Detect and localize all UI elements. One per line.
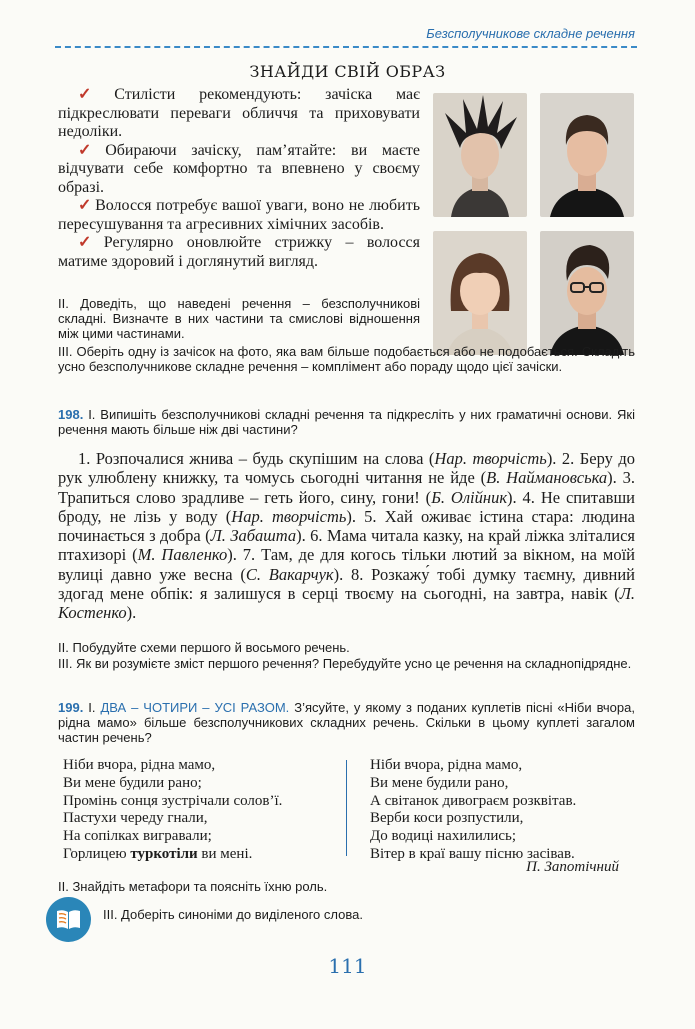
checkmark-icon: ✓	[78, 141, 103, 159]
sentence-text: ). 5. Хай оживає істина стара: людина починається з добра (	[58, 506, 635, 546]
tip-item: ✓ Регулярно оновлюйте стрижку – волосся матиме здоровий і доглянутий вигляд.	[58, 234, 421, 270]
exercise-number: 199.	[58, 700, 84, 715]
tip-item: ✓ Волосся потребує вашої уваги, воно не любить пересушування та агресивних хімічних засобів.	[58, 197, 421, 233]
poem-left	[63, 757, 282, 864]
poem-line: На сопілках вигравали;	[63, 828, 212, 845]
poem-divider	[346, 760, 347, 856]
exercise-198-task-ii: II. Побудуйте схеми першого й восьмого речень.	[58, 640, 350, 655]
sentence-text: ). 2. Беру до рук улюблену книжку, та чомусь сьогодні читання не йде (	[58, 449, 635, 488]
exercise-199-task-ii: II. Знайдіть метафори та поясніть їхню роль.	[58, 879, 328, 894]
page-number: 111	[328, 954, 367, 978]
poem-line: Ніби вчора, рідна мамо,	[370, 757, 523, 773]
running-title: Безсполучникове складне речення	[426, 26, 635, 41]
book-icon	[46, 897, 91, 942]
checkmark-icon: ✓	[78, 86, 112, 103]
tips-list	[58, 86, 420, 271]
hairstyle-photo-short	[540, 93, 634, 217]
tip-item: ✓ Обираючи зачіску, пам’ятайте: ви маєте відчувати себе комфортно та впевнено у своєму образі.	[58, 141, 420, 196]
poem-line: До водиці нахилились;	[370, 828, 517, 845]
sentence-text: ). 3. Трапиться слово зрадливе – геть його, сину, гони! (	[58, 468, 636, 507]
sentences-paragraph	[58, 449, 635, 623]
source-citation: С. Вакарчук	[245, 564, 334, 584]
sentence-text: ). 7. Там, де для когось тільки лютий за вікном, на моїй вулиці давно уже весна (	[58, 545, 635, 584]
hairstyle-photo-glasses	[540, 231, 634, 355]
sentence-text: ).	[126, 603, 137, 623]
section-task-ii: II. Доведіть, що наведені речення – безсполучникові складні. Визначте в них частини та смислові відношення між цими частинами.	[58, 296, 420, 341]
poem-line: Пастухи череду гнали,	[63, 810, 208, 827]
highlighted-word: туркотіли	[130, 845, 198, 862]
exercise-199-task-i: 199. І. ДВА – ЧОТИРИ – УСІ РАЗОМ. З’ясуйте, у якому з поданих куплетів пісні «Ніби вчора, рідна мамо» більше безсполучникових складних речень. Скільки в цьому куплеті загалом частин речень?	[58, 700, 635, 745]
source-citation: Л. Костенко	[58, 584, 635, 623]
exercise-198-task-i: 198. І. Випишіть безсполучникові складні речення та підкресліть у них граматичні основи. Які речення мають більше ніж дві частини?	[58, 407, 635, 437]
exercise-198-sentences	[58, 449, 635, 623]
source-citation: В. Наймановська	[486, 468, 608, 488]
source-citation: Л. Забашта	[210, 526, 297, 546]
header-divider	[55, 46, 637, 48]
poem-line: Вітер в краї вашу пісню засівав.	[370, 845, 575, 862]
poem-right	[370, 757, 576, 864]
poem-line: А світанок дивограєм розквітав.	[370, 792, 577, 809]
poem-line: Горлицею туркотіли ви мені.	[63, 845, 253, 862]
checkmark-icon: ✓	[78, 197, 93, 214]
exercise-number: 198.	[58, 407, 84, 422]
poem-author: П. Запотічний	[526, 859, 619, 875]
sentence-text: ). 6. Мама читала казку, на край ліжка зліталися птахизорі (	[58, 526, 635, 565]
poem-line: Промінь сонця зустрічали солов’ї.	[63, 792, 283, 809]
sentence-text: ). 4. Не спитавши броду, не лізь у воду (	[58, 487, 635, 526]
checkmark-icon: ✓	[78, 234, 101, 251]
section-title: ЗНАЙДИ СВІЙ ОБРАЗ	[249, 62, 446, 81]
exercise-199-task-iii: III. Доберіть синоніми до виділеного слова.	[103, 907, 363, 922]
source-citation: Нар. творчість	[231, 506, 347, 526]
exercise-198-task-iii: III. Як ви розумієте зміст першого речення? Перебудуйте усно це речення на складнопідрядне.	[58, 656, 632, 671]
hairstyle-photo-spiky	[433, 93, 527, 217]
sentence-text: ). 8. Розкажу́ тобі думку таємну, дивний здогад мене обпік: я залишуся в серці твоєму на сьогодні, на завтра, навік (	[58, 564, 635, 604]
hairstyle-photo-bob	[433, 231, 527, 355]
poem-line: Ніби вчора, рідна мамо,	[63, 757, 216, 773]
source-citation: Нар. творчість	[434, 449, 547, 468]
sentence-text: 1. Розпочалися жнива – будь скупішим на слова (	[78, 449, 435, 468]
poem-line: Верби коси розпустили,	[370, 810, 524, 827]
exercise-heading: ДВА – ЧОТИРИ – УСІ РАЗОМ.	[100, 700, 290, 715]
section-task-iii: III. Оберіть одну із зачісок на фото, яка вам більше подобається або не подобається. Складіть усно безсполучникове складне речення – комплімент або пораду щодо цієї зачіски.	[58, 344, 635, 374]
tip-item: ✓ Стилісти рекомендують: зачіска має підкреслювати переваги обличчя та приховувати недоліки.	[58, 86, 421, 140]
source-citation: М. Павленко	[137, 545, 228, 565]
source-citation: Б. Олійник	[431, 487, 508, 507]
poem-line: Ви мене будили рано;	[63, 774, 202, 791]
poem-line: Ви мене будили рано,	[370, 774, 509, 791]
